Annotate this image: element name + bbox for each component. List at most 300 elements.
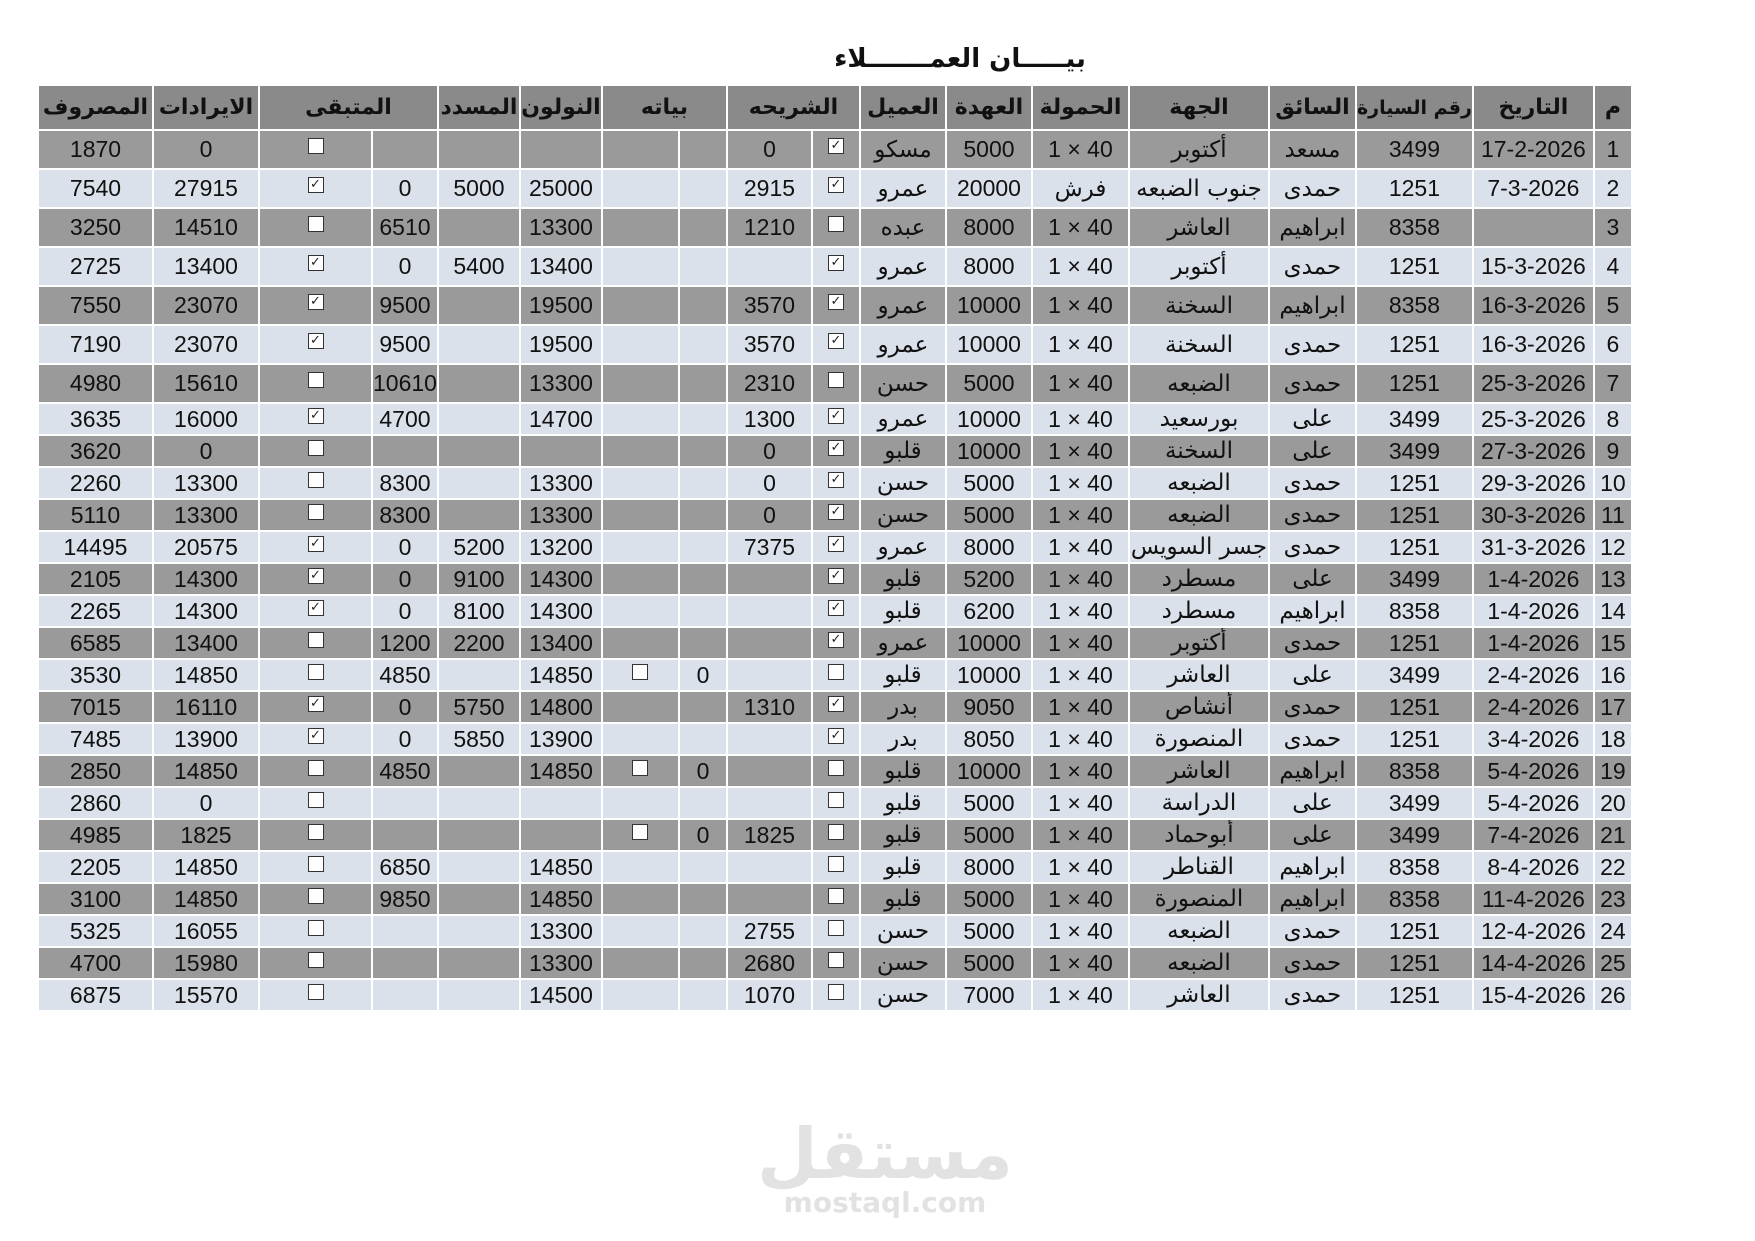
cell-overnight (680, 788, 728, 820)
overnight-checkbox[interactable] (632, 760, 648, 776)
remaining-checkbox[interactable] (308, 664, 324, 680)
cell-revenue: 14850 (154, 660, 260, 692)
cell-driver: حمدى (1270, 724, 1357, 756)
remaining-checkbox-cell (260, 948, 373, 980)
cell-revenue: 13300 (154, 500, 260, 532)
table-row (39, 532, 1633, 564)
cell-destination: الضبعه (1130, 365, 1270, 404)
cell-car-number: 1251 (1357, 248, 1474, 287)
slice-checkbox-cell (813, 852, 861, 884)
slice-checkbox-cell (813, 916, 861, 948)
slice-checkbox[interactable]: ✓ (828, 696, 844, 712)
cell-remaining: 1200 (373, 628, 439, 660)
cell-client: حسن (861, 468, 947, 500)
cell-car-number: 1251 (1357, 724, 1474, 756)
cell-nolon (521, 436, 603, 468)
cell-overnight (680, 248, 728, 287)
table-row (39, 788, 1633, 820)
cell-load: 40 × 1 (1033, 564, 1130, 596)
slice-checkbox[interactable] (828, 888, 844, 904)
cell-driver: على (1270, 436, 1357, 468)
cell-revenue: 13400 (154, 628, 260, 660)
remaining-checkbox[interactable] (308, 824, 324, 840)
cell-client: حسن (861, 948, 947, 980)
cell-destination: الضبعه (1130, 916, 1270, 948)
cell-destination: الدراسة (1130, 788, 1270, 820)
sheet-title: بيـــــان العمـــــــلاء (834, 44, 1086, 74)
cell-expense: 2725 (39, 248, 154, 287)
cell-load: 40 × 1 (1033, 248, 1130, 287)
cell-destination: السخنة (1130, 326, 1270, 365)
slice-checkbox-cell (813, 287, 861, 326)
cell-client: قلبو (861, 564, 947, 596)
cell-load: 40 × 1 (1033, 500, 1130, 532)
cell-date: 1-4-2026 (1474, 596, 1595, 628)
table-row (39, 170, 1633, 209)
slice-checkbox-cell (813, 756, 861, 788)
slice-checkbox[interactable]: ✓ (828, 333, 844, 349)
cell-destination: العاشر (1130, 756, 1270, 788)
cell-client: مسكو (861, 131, 947, 170)
cell-car-number: 1251 (1357, 500, 1474, 532)
table-row (39, 131, 1633, 170)
cell-overnight (680, 980, 728, 1012)
table-row (39, 692, 1633, 724)
cell-date: 25-3-2026 (1474, 365, 1595, 404)
cell-revenue: 15980 (154, 948, 260, 980)
remaining-checkbox[interactable]: ✓ (308, 255, 324, 271)
cell-index: 26 (1595, 980, 1633, 1012)
cell-driver: حمدى (1270, 916, 1357, 948)
cell-client: قلبو (861, 756, 947, 788)
remaining-checkbox-cell (260, 436, 373, 468)
cell-remaining: 0 (373, 564, 439, 596)
overnight-checkbox-cell (603, 131, 680, 170)
cell-destination: المنصورة (1130, 884, 1270, 916)
slice-checkbox[interactable]: ✓ (828, 440, 844, 456)
remaining-checkbox[interactable] (308, 472, 324, 488)
watermark-latin: mostaql.com (783, 1186, 987, 1219)
remaining-checkbox-cell (260, 756, 373, 788)
cell-revenue: 13900 (154, 724, 260, 756)
header-index: م (1595, 86, 1633, 131)
remaining-checkbox[interactable]: ✓ (308, 696, 324, 712)
overnight-checkbox-cell (603, 287, 680, 326)
cell-custody: 8050 (947, 724, 1033, 756)
cell-paid (439, 916, 521, 948)
table-row (39, 500, 1633, 532)
slice-checkbox[interactable]: ✓ (828, 728, 844, 744)
cell-index: 19 (1595, 756, 1633, 788)
cell-overnight: 0 (680, 660, 728, 692)
cell-client: قلبو (861, 884, 947, 916)
slice-checkbox[interactable] (828, 920, 844, 936)
cell-date: 1-4-2026 (1474, 564, 1595, 596)
cell-car-number: 1251 (1357, 532, 1474, 564)
table-row (39, 209, 1633, 248)
remaining-checkbox[interactable] (308, 920, 324, 936)
cell-remaining: 6510 (373, 209, 439, 248)
cell-destination: أكتوبر (1130, 628, 1270, 660)
cell-client: عمرو (861, 326, 947, 365)
slice-checkbox[interactable]: ✓ (828, 632, 844, 648)
cell-driver: حمدى (1270, 365, 1357, 404)
cell-paid (439, 948, 521, 980)
cell-remaining (373, 980, 439, 1012)
cell-date: 8-4-2026 (1474, 852, 1595, 884)
cell-revenue: 14850 (154, 852, 260, 884)
overnight-checkbox-cell (603, 628, 680, 660)
remaining-checkbox-cell (260, 596, 373, 628)
slice-checkbox[interactable]: ✓ (828, 600, 844, 616)
overnight-checkbox-cell (603, 724, 680, 756)
cell-index: 21 (1595, 820, 1633, 852)
cell-car-number: 1251 (1357, 365, 1474, 404)
cell-nolon: 13300 (521, 500, 603, 532)
cell-date: 14-4-2026 (1474, 948, 1595, 980)
cell-driver: حمدى (1270, 326, 1357, 365)
remaining-checkbox[interactable] (308, 888, 324, 904)
remaining-checkbox[interactable] (308, 984, 324, 1000)
table-row (39, 916, 1633, 948)
cell-index: 5 (1595, 287, 1633, 326)
cell-custody: 7000 (947, 980, 1033, 1012)
cell-nolon: 19500 (521, 287, 603, 326)
table-row (39, 884, 1633, 916)
cell-custody: 5000 (947, 916, 1033, 948)
cell-nolon (521, 788, 603, 820)
cell-index: 24 (1595, 916, 1633, 948)
cell-destination: بورسعيد (1130, 404, 1270, 436)
cell-client: عمرو (861, 287, 947, 326)
remaining-checkbox[interactable] (308, 632, 324, 648)
slice-checkbox-cell (813, 131, 861, 170)
cell-nolon: 14850 (521, 852, 603, 884)
remaining-checkbox[interactable]: ✓ (308, 177, 324, 193)
cell-client: قلبو (861, 788, 947, 820)
slice-checkbox[interactable]: ✓ (828, 408, 844, 424)
cell-overnight (680, 365, 728, 404)
cell-load: 40 × 1 (1033, 209, 1130, 248)
cell-paid (439, 209, 521, 248)
cell-load: 40 × 1 (1033, 980, 1130, 1012)
cell-index: 13 (1595, 564, 1633, 596)
cell-paid (439, 884, 521, 916)
cell-driver: ابراهيم (1270, 756, 1357, 788)
cell-custody: 5000 (947, 788, 1033, 820)
cell-custody: 5200 (947, 564, 1033, 596)
overnight-checkbox-cell (603, 532, 680, 564)
cell-nolon: 14850 (521, 884, 603, 916)
remaining-checkbox[interactable]: ✓ (308, 408, 324, 424)
slice-checkbox-cell (813, 248, 861, 287)
cell-car-number: 8358 (1357, 209, 1474, 248)
cell-remaining (373, 916, 439, 948)
cell-destination: مسطرد (1130, 596, 1270, 628)
cell-expense: 14495 (39, 532, 154, 564)
cell-date: 12-4-2026 (1474, 916, 1595, 948)
cell-overnight (680, 287, 728, 326)
cell-destination: الضبعه (1130, 468, 1270, 500)
cell-nolon: 14500 (521, 980, 603, 1012)
cell-index: 25 (1595, 948, 1633, 980)
cell-destination: المنصورة (1130, 724, 1270, 756)
slice-checkbox[interactable]: ✓ (828, 138, 844, 154)
cell-date: 29-3-2026 (1474, 468, 1595, 500)
cell-remaining: 4850 (373, 756, 439, 788)
slice-checkbox[interactable] (828, 372, 844, 388)
cell-slice: 3570 (728, 326, 813, 365)
slice-checkbox-cell (813, 980, 861, 1012)
cell-expense: 6585 (39, 628, 154, 660)
cell-expense: 7485 (39, 724, 154, 756)
cell-paid (439, 980, 521, 1012)
slice-checkbox[interactable]: ✓ (828, 472, 844, 488)
cell-remaining (373, 788, 439, 820)
remaining-checkbox-cell (260, 326, 373, 365)
cell-custody: 10000 (947, 326, 1033, 365)
cell-date: 1-4-2026 (1474, 628, 1595, 660)
cell-slice: 2680 (728, 948, 813, 980)
remaining-checkbox[interactable]: ✓ (308, 728, 324, 744)
cell-slice (728, 596, 813, 628)
cell-destination: القناطر (1130, 852, 1270, 884)
cell-remaining: 0 (373, 692, 439, 724)
cell-slice (728, 248, 813, 287)
cell-overnight (680, 596, 728, 628)
cell-date: 16-3-2026 (1474, 326, 1595, 365)
remaining-checkbox-cell (260, 820, 373, 852)
slice-checkbox[interactable] (828, 824, 844, 840)
overnight-checkbox[interactable] (632, 824, 648, 840)
table-row (39, 820, 1633, 852)
remaining-checkbox[interactable] (308, 952, 324, 968)
cell-remaining: 9850 (373, 884, 439, 916)
slice-checkbox-cell (813, 500, 861, 532)
cell-driver: حمدى (1270, 692, 1357, 724)
cell-remaining: 8300 (373, 468, 439, 500)
remaining-checkbox[interactable]: ✓ (308, 568, 324, 584)
cell-revenue: 23070 (154, 326, 260, 365)
remaining-checkbox[interactable] (308, 372, 324, 388)
table-row (39, 404, 1633, 436)
remaining-checkbox[interactable]: ✓ (308, 600, 324, 616)
cell-destination: أنشاص (1130, 692, 1270, 724)
cell-client: قلبو (861, 820, 947, 852)
cell-nolon: 14800 (521, 692, 603, 724)
cell-car-number: 3499 (1357, 436, 1474, 468)
slice-checkbox[interactable]: ✓ (828, 177, 844, 193)
cell-date: 11-4-2026 (1474, 884, 1595, 916)
cell-car-number: 1251 (1357, 948, 1474, 980)
remaining-checkbox[interactable]: ✓ (308, 536, 324, 552)
header-revenue: الايرادات (154, 86, 260, 131)
header-car-number: رقم السيارة (1357, 86, 1474, 131)
cell-slice: 1825 (728, 820, 813, 852)
cell-revenue: 13400 (154, 248, 260, 287)
slice-checkbox[interactable]: ✓ (828, 255, 844, 271)
remaining-checkbox[interactable]: ✓ (308, 333, 324, 349)
header-remaining: المتبقى (260, 86, 439, 131)
cell-date (1474, 209, 1595, 248)
cell-revenue: 16000 (154, 404, 260, 436)
slice-checkbox-cell (813, 628, 861, 660)
slice-checkbox[interactable] (828, 856, 844, 872)
cell-destination: أكتوبر (1130, 248, 1270, 287)
cell-destination: الضبعه (1130, 500, 1270, 532)
header-row (39, 86, 1633, 131)
cell-slice: 0 (728, 500, 813, 532)
slice-checkbox[interactable] (828, 664, 844, 680)
cell-nolon (521, 820, 603, 852)
cell-revenue: 14850 (154, 884, 260, 916)
cell-remaining: 9500 (373, 287, 439, 326)
cell-destination: جسر السويس (1130, 532, 1270, 564)
header-date: التاريخ (1474, 86, 1595, 131)
remaining-checkbox[interactable] (308, 792, 324, 808)
cell-date: 7-4-2026 (1474, 820, 1595, 852)
cell-remaining (373, 820, 439, 852)
cell-driver: ابراهيم (1270, 209, 1357, 248)
cell-revenue: 16055 (154, 916, 260, 948)
cell-revenue: 14300 (154, 564, 260, 596)
overnight-checkbox-cell (603, 326, 680, 365)
cell-revenue: 27915 (154, 170, 260, 209)
remaining-checkbox-cell (260, 287, 373, 326)
cell-slice (728, 756, 813, 788)
slice-checkbox-cell (813, 724, 861, 756)
cell-nolon: 14700 (521, 404, 603, 436)
remaining-checkbox-cell (260, 724, 373, 756)
cell-date: 7-3-2026 (1474, 170, 1595, 209)
slice-checkbox[interactable] (828, 216, 844, 232)
cell-overnight (680, 532, 728, 564)
cell-revenue: 16110 (154, 692, 260, 724)
cell-load: 40 × 1 (1033, 692, 1130, 724)
slice-checkbox[interactable] (828, 760, 844, 776)
cell-car-number: 1251 (1357, 170, 1474, 209)
cell-remaining (373, 131, 439, 170)
remaining-checkbox-cell (260, 692, 373, 724)
slice-checkbox[interactable]: ✓ (828, 504, 844, 520)
cell-custody: 5000 (947, 884, 1033, 916)
cell-load: 40 × 1 (1033, 628, 1130, 660)
slice-checkbox-cell (813, 596, 861, 628)
cell-driver: على (1270, 820, 1357, 852)
cell-paid: 5750 (439, 692, 521, 724)
cell-load: 40 × 1 (1033, 756, 1130, 788)
cell-revenue: 1825 (154, 820, 260, 852)
cell-slice: 1300 (728, 404, 813, 436)
cell-load: 40 × 1 (1033, 287, 1130, 326)
slice-checkbox[interactable]: ✓ (828, 536, 844, 552)
cell-overnight (680, 916, 728, 948)
cell-load: 40 × 1 (1033, 852, 1130, 884)
cell-load: 40 × 1 (1033, 404, 1130, 436)
remaining-checkbox[interactable] (308, 760, 324, 776)
cell-nolon: 13300 (521, 209, 603, 248)
remaining-checkbox[interactable] (308, 504, 324, 520)
cell-expense: 6875 (39, 980, 154, 1012)
cell-driver: حمدى (1270, 248, 1357, 287)
cell-revenue: 13300 (154, 468, 260, 500)
slice-checkbox-cell (813, 820, 861, 852)
slice-checkbox-cell (813, 692, 861, 724)
cell-expense: 2850 (39, 756, 154, 788)
cell-nolon: 14300 (521, 564, 603, 596)
overnight-checkbox-cell (603, 468, 680, 500)
cell-car-number: 8358 (1357, 756, 1474, 788)
remaining-checkbox-cell (260, 980, 373, 1012)
slice-checkbox[interactable] (828, 792, 844, 808)
cell-expense: 7015 (39, 692, 154, 724)
header-client: العميل (861, 86, 947, 131)
slice-checkbox-cell (813, 436, 861, 468)
remaining-checkbox[interactable] (308, 216, 324, 232)
remaining-checkbox[interactable] (308, 440, 324, 456)
cell-car-number: 3499 (1357, 660, 1474, 692)
watermark-arabic: مستقل (756, 1113, 1013, 1195)
slice-checkbox[interactable] (828, 952, 844, 968)
overnight-checkbox-cell (603, 756, 680, 788)
overnight-checkbox-cell (603, 564, 680, 596)
slice-checkbox[interactable]: ✓ (828, 294, 844, 310)
table-row (39, 596, 1633, 628)
cell-overnight (680, 884, 728, 916)
cell-load: 40 × 1 (1033, 884, 1130, 916)
watermark-logo (745, 1113, 1025, 1219)
remaining-checkbox[interactable]: ✓ (308, 294, 324, 310)
table-row (39, 756, 1633, 788)
overnight-checkbox[interactable] (632, 664, 648, 680)
cell-load: 40 × 1 (1033, 820, 1130, 852)
overnight-checkbox-cell (603, 820, 680, 852)
cell-destination: الضبعه (1130, 948, 1270, 980)
cell-load: 40 × 1 (1033, 365, 1130, 404)
cell-custody: 5000 (947, 468, 1033, 500)
cell-paid (439, 468, 521, 500)
cell-overnight (680, 724, 728, 756)
cell-date: 30-3-2026 (1474, 500, 1595, 532)
remaining-checkbox[interactable] (308, 856, 324, 872)
cell-client: عمرو (861, 170, 947, 209)
remaining-checkbox[interactable] (308, 138, 324, 154)
cell-car-number: 1251 (1357, 916, 1474, 948)
cell-car-number: 1251 (1357, 468, 1474, 500)
cell-date: 5-4-2026 (1474, 788, 1595, 820)
slice-checkbox[interactable] (828, 984, 844, 1000)
overnight-checkbox-cell (603, 660, 680, 692)
cell-driver: مسعد (1270, 131, 1357, 170)
remaining-checkbox-cell (260, 404, 373, 436)
cell-custody: 10000 (947, 287, 1033, 326)
cell-custody: 10000 (947, 436, 1033, 468)
cell-slice: 2915 (728, 170, 813, 209)
cell-index: 12 (1595, 532, 1633, 564)
overnight-checkbox-cell (603, 365, 680, 404)
cell-remaining: 6850 (373, 852, 439, 884)
slice-checkbox[interactable]: ✓ (828, 568, 844, 584)
cell-slice: 0 (728, 436, 813, 468)
cell-custody: 5000 (947, 820, 1033, 852)
cell-paid: 2200 (439, 628, 521, 660)
cell-client: قلبو (861, 852, 947, 884)
remaining-checkbox-cell (260, 852, 373, 884)
remaining-checkbox-cell (260, 131, 373, 170)
cell-overnight (680, 404, 728, 436)
cell-driver: ابراهيم (1270, 287, 1357, 326)
cell-client: بدر (861, 724, 947, 756)
